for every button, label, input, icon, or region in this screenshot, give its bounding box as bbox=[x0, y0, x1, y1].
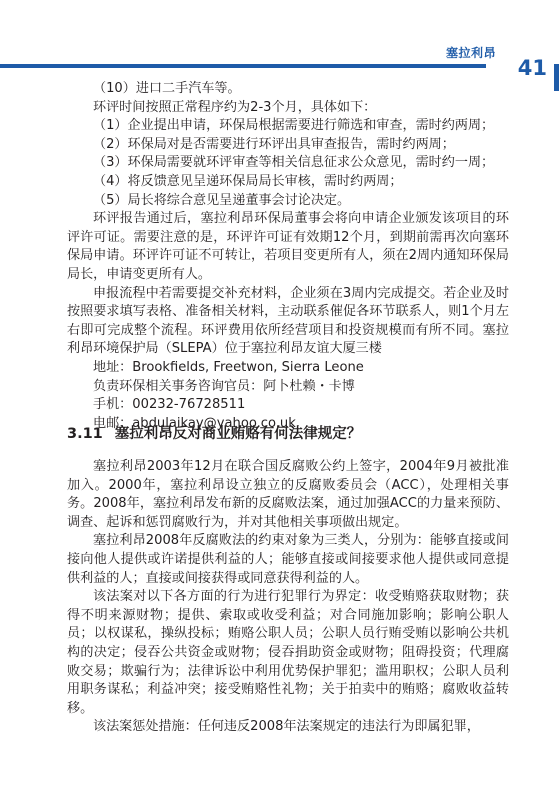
edge-tab bbox=[554, 64, 559, 91]
section-title: 塞拉利昂反对商业贿赂有何法律规定？ bbox=[114, 426, 362, 442]
list-item: （10）进口二手汽车等。 bbox=[93, 81, 241, 96]
review-intro: 环评时间按照正常程序约为2-3个月，具体如下： bbox=[93, 99, 377, 115]
body-text-top bbox=[67, 80, 509, 433]
contact-officer: 负责环保相关事务咨询官员：阿卜杜赖・卡博 bbox=[93, 378, 355, 394]
list-item: （1）企业提出申请，环保局根据需要进行筛选和审查，需时约两周； bbox=[93, 118, 495, 134]
list-item: （2）环保局对是否需要进行环评出具审查报告，需时约两周； bbox=[93, 136, 455, 152]
page-number: 41 bbox=[517, 56, 547, 80]
list-item: （4）将反馈意见呈递环保局局长审核，需时约两周； bbox=[93, 173, 403, 189]
list-item: （3）环保局需要就环评审查等相关信息征求公众意见，需时约一周； bbox=[93, 155, 495, 171]
section-heading bbox=[67, 424, 509, 444]
body-text-bottom bbox=[67, 458, 509, 737]
list-item: （5）局长将综合意见呈递董事会讨论决定。 bbox=[93, 192, 351, 208]
paragraph-acc: 塞拉利昂2003年12月在联合国反腐败公约上签字，2004年9月被批准加入。2000年，塞拉利昂设立独立的反腐败委员会（ACC），处理相关事务。2008年，塞拉利昂发布新的反腐败法案，通过加强ACC的力量来预防、调查、起诉和惩罚腐败行为，并对其他相关事项做出规定。 bbox=[67, 459, 509, 530]
paragraph-process: 申报流程中若需要提交补充材料，企业须在3周内完成提交。若企业及时按照要求填写表格、准备相关材料，主动联系催促各环节联系人，则1个月左右即可完成整个流程。环评费用依所经营项目和投资规模而有所不同。塞拉利昂环境保护局（SLEPA）位于塞拉利昂友谊大厦三楼 bbox=[67, 285, 509, 357]
paragraph-offences: 该法案对以下各方面的行为进行犯罪行为界定：收受贿赂获取财物；获得不明来源财物；提供、索取或收受利益；对合同施加影响；影响公职人员；以权谋私，操纵投标；贿赂公职人员；公职人员行贿受贿以影响公共机构的决定；侵吞公共资金或财物；侵吞捐助资金或财物；阻碍投资；代理腐败交易；欺骗行为；法律诉讼中利用优势保护罪犯；滥用职权；公职人员利用职务谋私；利益冲突；接受贿赂性礼物；关于拍卖中的贿赂；腐败收益转移。 bbox=[67, 589, 509, 716]
paragraph-targets: 塞拉利昂2008年反腐败法的约束对象为三类人，分别为：能够直接或间接向他人提供或许诺提供利益的人；能够直接或间接要求他人提供或同意提供利益的人；直接或间接获得或同意获得利益的人。 bbox=[67, 533, 509, 586]
header-rule bbox=[0, 64, 486, 68]
contact-email: 电邮：abdulaikay@yahoo.co.uk bbox=[93, 415, 296, 431]
paragraph-penalty: 该法案惩处措施：任何违反2008年法案规定的违法行为即属犯罪， bbox=[93, 719, 480, 735]
contact-phone: 手机：00232-76728511 bbox=[93, 397, 246, 413]
header-country: 塞拉利昂 bbox=[445, 46, 496, 60]
contact-address: 地址：Brookfields, Freetwon, Sierra Leone bbox=[93, 359, 364, 375]
paragraph-license: 环评报告通过后，塞拉利昂环保局董事会将向申请企业颁发该项目的环评许可证。需要注意的是，环评许可证有效期12个月，到期前需再次向塞环保局申请。环评许可证不可转让，若项目变更所有人，须在2周内通知环保局局长，申请变更所有人。 bbox=[67, 211, 509, 282]
section-number: 3.11 bbox=[67, 426, 103, 442]
